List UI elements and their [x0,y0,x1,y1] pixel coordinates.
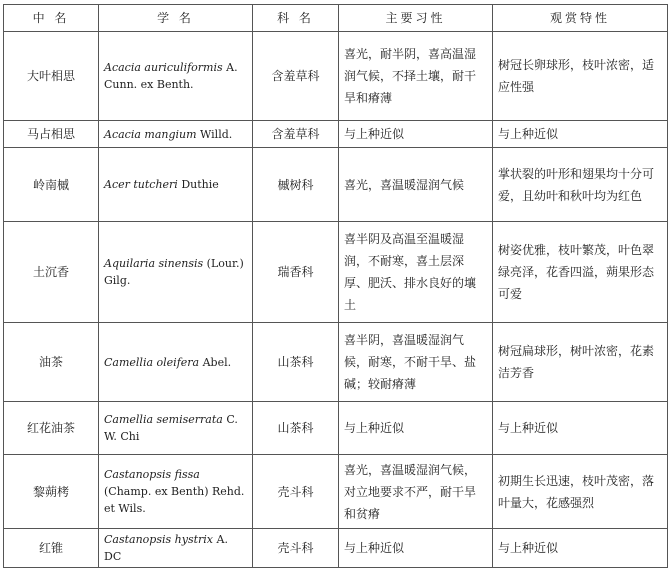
sci-name: Castanopsis hystrix [104,533,213,546]
cell-habit: 与上种近似 [339,402,493,455]
cell-habit: 喜半阴及高温至温暖湿润，不耐寒，喜土层深厚、肥沃、排水良好的壤土 [339,222,493,323]
sci-author: Abel. [202,355,232,369]
cell-family: 槭树科 [253,148,339,222]
table-row [4,148,668,222]
cell-cn: 黎蒴栲 [4,455,99,529]
sci-name: Acacia mangium [104,127,197,141]
header-row [4,5,668,32]
cell-family: 山茶科 [253,323,339,402]
cell-habit: 喜光，喜温暖湿润气候，对立地要求不严，耐干旱和贫瘠 [339,455,493,529]
header-ornament: 观赏特性 [493,5,668,32]
sci-author: (Lour.) Gilg. [104,257,244,287]
sci-author: A. Cunn. ex Benth. [104,61,238,91]
header-cn: 中 名 [4,5,99,32]
species-table [3,4,668,568]
cell-family: 瑞香科 [253,222,339,323]
cell-sci [99,455,253,529]
cell-sci [99,323,253,402]
sci-author: Willd. [200,127,233,141]
table-row [4,323,668,402]
sci-author: A. DC [104,533,228,563]
table-row [4,402,668,455]
cell-family: 含羞草科 [253,121,339,148]
table-row [4,222,668,323]
cell-cn: 红花油茶 [4,402,99,455]
header-family: 科 名 [253,5,339,32]
cell-sci [99,32,253,121]
cell-sci [99,222,253,323]
sci-name: Camellia semiserrata [104,413,223,426]
cell-ornament: 与上种近似 [493,402,668,455]
cell-ornament: 初期生长迅速，枝叶茂密，落叶量大，花感强烈 [493,455,668,529]
table-row [4,455,668,529]
cell-ornament: 树冠长卵球形，枝叶浓密，适应性强 [493,32,668,121]
cell-habit: 与上种近似 [339,121,493,148]
cell-sci [99,529,253,568]
cell-ornament: 与上种近似 [493,121,668,148]
cell-cn: 岭南槭 [4,148,99,222]
cell-ornament: 树姿优雅，枝叶繁茂，叶色翠绿亮泽，花香四溢，蒴果形态可爱 [493,222,668,323]
table-row [4,121,668,148]
sci-name: Aquilaria sinensis [104,257,204,270]
cell-cn: 大叶相思 [4,32,99,121]
cell-family: 壳斗科 [253,529,339,568]
cell-habit: 与上种近似 [339,529,493,568]
cell-cn: 马占相思 [4,121,99,148]
cell-cn: 油茶 [4,323,99,402]
table-row [4,32,668,121]
cell-ornament: 与上种近似 [493,529,668,568]
cell-sci [99,148,253,222]
cell-family: 壳斗科 [253,455,339,529]
sci-name: Acacia auriculiformis [104,61,223,74]
cell-sci [99,402,253,455]
cell-habit: 喜光，耐半阴，喜高温湿润气候，不择土壤，耐干旱和瘠薄 [339,32,493,121]
cell-ornament: 掌状裂的叶形和翅果均十分可爱，且幼叶和秋叶均为红色 [493,148,668,222]
sci-name: Acer tutcheri [104,178,178,191]
cell-habit: 喜半阴，喜温暖湿润气候，耐寒，不耐干旱、盐碱；较耐瘠薄 [339,323,493,402]
cell-cn: 红锥 [4,529,99,568]
header-habit: 主要习性 [339,5,493,32]
cell-cn: 土沉香 [4,222,99,323]
sci-author: Duthie [181,178,219,191]
sci-author: (Champ. ex Benth) Rehd. et Wils. [104,485,245,515]
cell-ornament: 树冠扁球形，树叶浓密，花素洁芳香 [493,323,668,402]
header-sci: 学 名 [99,5,253,32]
cell-family: 含羞草科 [253,32,339,121]
sci-author: C. W. Chi [104,413,238,443]
cell-sci [99,121,253,148]
cell-habit: 喜光，喜温暖湿润气候 [339,148,493,222]
sci-name: Castanopsis fissa [104,468,200,481]
table-row [4,529,668,568]
cell-family: 山茶科 [253,402,339,455]
sci-name: Camellia oleifera [104,355,200,369]
